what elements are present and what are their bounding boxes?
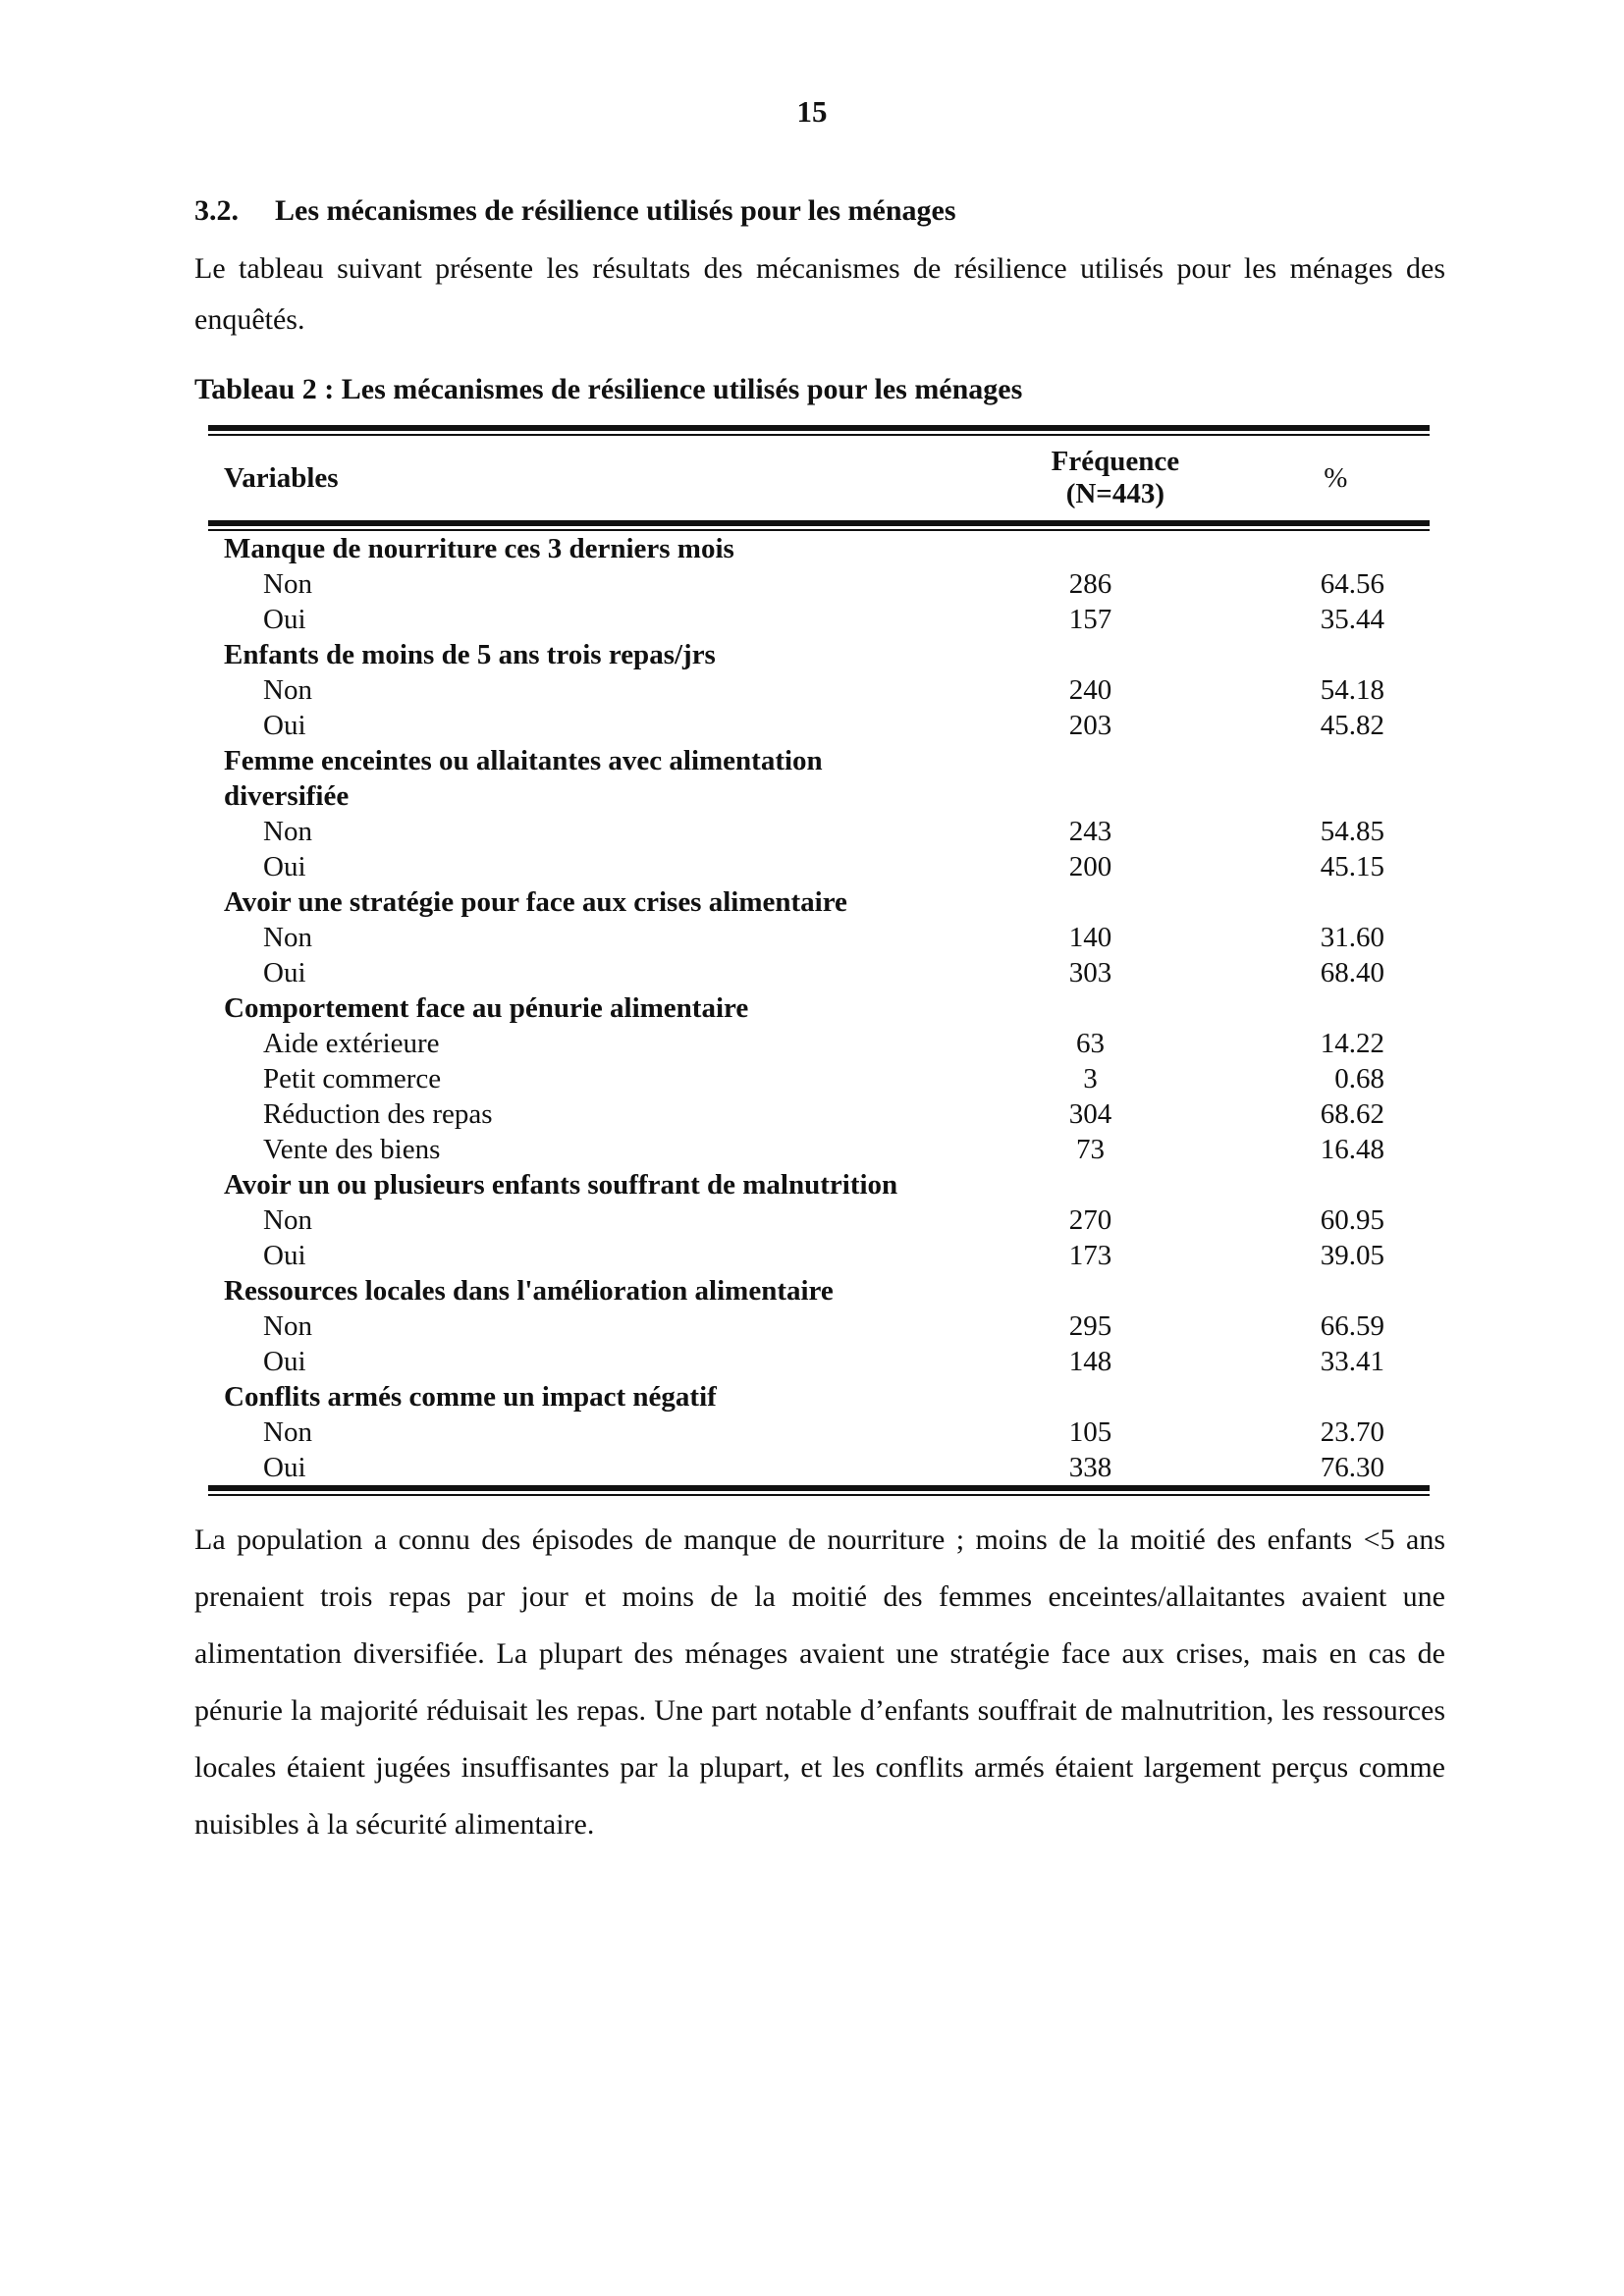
row-percent: 68.62 [1320,1097,1384,1130]
conclusion-paragraph: La population a connu des épisodes de manque de nourriture ; moins de la moitié des enfants <5 ans prenaient trois repas par jour et moins de la moitié des femmes enceintes/allaitantes avaient une alimentation diversifiée. La plupart des ménages avaient une stratégie face aux crises, mais en cas de pénurie la majorité réduisait les repas. Une part notable d’enfants souffrait de malnutrition, les ressources locales étaient jugées insuffisantes par la plupart, et les conflits armés étaient largement perçus comme nuisibles à la sécurité alimentaire. [194,1523,1445,1841]
row-frequency: 203 [1068,709,1112,741]
row-label: Oui [263,1345,306,1377]
table-category-row [208,637,1430,672]
empty-cell [974,990,1208,1026]
table-category-row [208,1379,1430,1415]
empty-cell [1207,743,1430,778]
empty-cell [974,743,1208,778]
table-header-rule [208,520,1430,531]
row-label: Vente des biens [263,1133,441,1165]
row-frequency: 140 [1068,921,1112,953]
row-label: Oui [263,850,306,882]
table-row [208,1096,1430,1132]
row-frequency: 240 [1068,673,1112,706]
header-frequency [989,436,1242,520]
row-percent: 14.22 [1320,1027,1384,1059]
table-row [208,1415,1430,1450]
section-heading [194,194,956,228]
row-label: Oui [263,603,306,635]
row-percent: 76.30 [1320,1451,1384,1483]
row-frequency: 148 [1068,1345,1112,1377]
row-percent: 16.48 [1320,1133,1384,1165]
row-label: Non [263,921,312,953]
category-title: Femme enceintes ou allaitantes avec alimentation [224,744,823,776]
category-title: Avoir un ou plusieurs enfants souffrant de malnutrition [224,1168,898,1201]
table-row [208,672,1430,708]
empty-cell [1207,990,1430,1026]
table-body [208,531,1430,1485]
table-row [208,1450,1430,1485]
table-category-row [208,531,1430,566]
table-caption: Tableau 2 : Les mécanismes de résilience utilisés pour les ménages [194,373,1023,405]
empty-cell [974,1273,1208,1308]
table-category-row [208,1167,1430,1202]
row-percent: 54.18 [1320,673,1384,706]
row-frequency: 295 [1068,1309,1112,1342]
row-percent: 0.68 [1334,1062,1384,1095]
table-category-row [208,1273,1430,1308]
table-row [208,602,1430,637]
results-table [208,425,1430,1496]
table-row [208,1202,1430,1238]
category-title: Manque de nourriture ces 3 derniers mois [224,532,734,564]
row-percent: 33.41 [1320,1345,1384,1377]
row-percent: 54.85 [1320,815,1384,847]
table-header [208,436,1430,520]
empty-cell [974,637,1208,672]
row-frequency: 270 [1068,1203,1112,1236]
table-category-row [208,743,1430,778]
row-label: Réduction des repas [263,1097,493,1130]
category-title-continued: diversifiée [224,779,350,812]
empty-cell [974,1167,1208,1202]
row-percent: 45.15 [1320,850,1384,882]
table-category-row [208,990,1430,1026]
page-number: 15 [796,94,828,129]
row-frequency: 303 [1068,956,1112,988]
row-label: Oui [263,1239,306,1271]
header-frequency-n: (N=443) [1065,478,1164,509]
empty-cell [974,1379,1208,1415]
row-frequency: 304 [1068,1097,1112,1130]
row-percent: 23.70 [1320,1415,1384,1448]
empty-cell [974,778,1208,814]
section-number: 3.2. [194,194,239,227]
empty-cell [1207,531,1430,566]
empty-cell [1207,1167,1430,1202]
row-label: Non [263,1309,312,1342]
table-row [208,1344,1430,1379]
table-row [208,955,1430,990]
section-title: Les mécanismes de résilience utilisés pour les ménages [275,194,956,227]
row-percent: 45.82 [1320,709,1384,741]
row-percent: 39.05 [1320,1239,1384,1271]
row-frequency: 73 [1075,1133,1105,1165]
row-label: Non [263,673,312,706]
intro-paragraph: Le tableau suivant présente les résultats des mécanismes de résilience utilisés pour les ménages des enquêtés. [194,252,1445,336]
empty-cell [974,884,1208,920]
row-frequency: 200 [1068,850,1112,882]
row-frequency: 63 [1075,1027,1105,1059]
row-label: Aide extérieure [263,1027,440,1059]
table-row [208,566,1430,602]
category-title: Conflits armés comme un impact négatif [224,1380,717,1413]
row-percent: 66.59 [1320,1309,1384,1342]
table-row [208,920,1430,955]
table-category-row-continued [208,778,1430,814]
empty-cell [1207,1379,1430,1415]
table-row [208,814,1430,849]
table-row [208,1132,1430,1167]
header-variables: Variables [224,461,339,494]
row-frequency: 105 [1068,1415,1112,1448]
row-frequency: 173 [1068,1239,1112,1271]
row-frequency: 338 [1068,1451,1112,1483]
row-label: Oui [263,956,306,988]
row-frequency: 157 [1068,603,1112,635]
row-frequency: 243 [1068,815,1112,847]
category-title: Comportement face au pénurie alimentaire [224,991,749,1024]
row-percent: 68.40 [1320,956,1384,988]
row-frequency: 286 [1068,567,1112,600]
table-bottom-rule [208,1485,1430,1496]
table-row [208,849,1430,884]
empty-cell [1207,1273,1430,1308]
row-label: Oui [263,709,306,741]
row-percent: 35.44 [1320,603,1384,635]
empty-cell [1207,637,1430,672]
row-frequency: 3 [1083,1062,1098,1095]
row-label: Non [263,1203,312,1236]
table-row [208,1061,1430,1096]
table-category-row [208,884,1430,920]
empty-cell [974,531,1208,566]
table-row [208,1308,1430,1344]
row-percent: 64.56 [1320,567,1384,600]
category-title: Ressources locales dans l'amélioration alimentaire [224,1274,834,1307]
row-percent: 31.60 [1320,921,1384,953]
table-row [208,1026,1430,1061]
category-title: Avoir une stratégie pour face aux crises alimentaire [224,885,847,918]
row-label: Petit commerce [263,1062,442,1095]
row-percent: 60.95 [1320,1203,1384,1236]
row-label: Non [263,567,312,600]
header-percent: % [1324,461,1348,494]
header-frequency-label: Fréquence [1051,446,1180,477]
row-label: Oui [263,1451,306,1483]
table-row [208,708,1430,743]
empty-cell [1207,884,1430,920]
empty-cell [1207,778,1430,814]
row-label: Non [263,1415,312,1448]
table-top-rule [208,425,1430,436]
row-label: Non [263,815,312,847]
category-title: Enfants de moins de 5 ans trois repas/jrs [224,638,716,670]
table-row [208,1238,1430,1273]
